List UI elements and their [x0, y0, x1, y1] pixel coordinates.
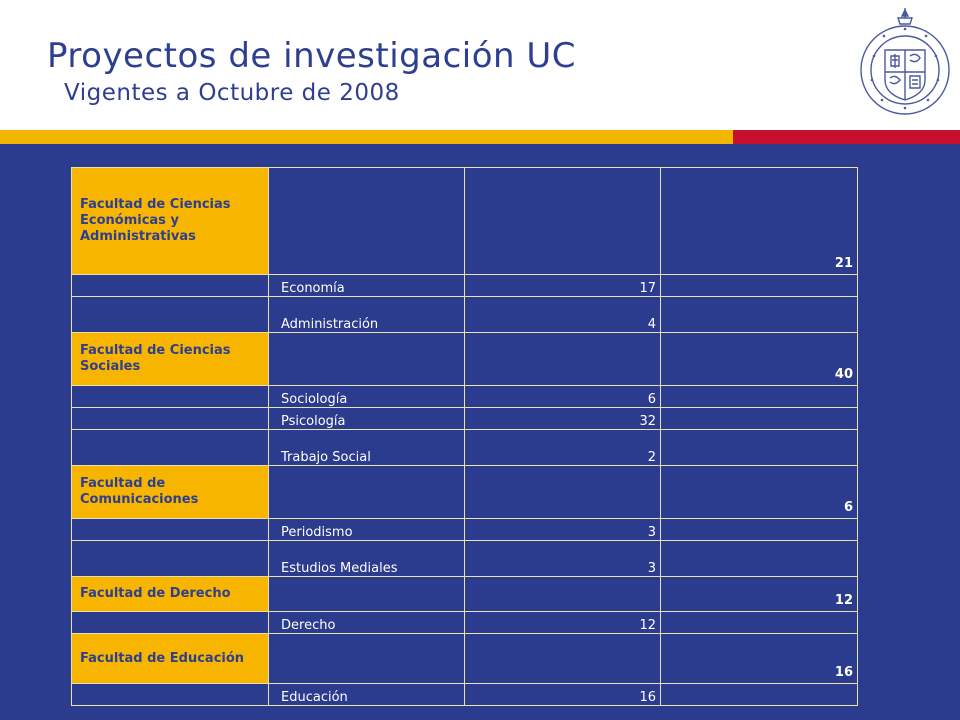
total-cell: [661, 519, 858, 541]
count-cell: 4: [465, 297, 661, 333]
faculty-name-cell: [72, 519, 269, 541]
total-cell: 40: [661, 333, 858, 386]
faculty-name-cell: Facultad de Ciencias Económicas y Administrativas: [72, 168, 269, 275]
department-cell: Sociología: [269, 386, 465, 408]
gold-accent-stripe: [0, 130, 733, 144]
department-cell: Periodismo: [269, 519, 465, 541]
department-cell: [269, 333, 465, 386]
faculty-name-cell: [72, 297, 269, 333]
total-cell: 12: [661, 577, 858, 612]
faculty-name-cell: [72, 684, 269, 706]
table-row-department: [72, 408, 858, 430]
department-cell: Economía: [269, 275, 465, 297]
department-cell: Derecho: [269, 612, 465, 634]
count-cell: 3: [465, 541, 661, 577]
count-cell: [465, 168, 661, 275]
total-cell: [661, 275, 858, 297]
table-row-department: [72, 684, 858, 706]
department-cell: [269, 168, 465, 275]
department-cell: Psicología: [269, 408, 465, 430]
faculty-name-cell: Facultad de Derecho: [72, 577, 269, 612]
department-cell: [269, 577, 465, 612]
total-cell: [661, 408, 858, 430]
total-cell: [661, 684, 858, 706]
university-seal-logo: [858, 8, 952, 122]
table-row-department: [72, 297, 858, 333]
header-band: [0, 0, 960, 130]
count-cell: [465, 577, 661, 612]
table-row-faculty: [72, 577, 858, 612]
faculty-name-cell: Facultad de Ciencias Sociales: [72, 333, 269, 386]
total-cell: 21: [661, 168, 858, 275]
total-cell: [661, 430, 858, 466]
table-row-department: [72, 612, 858, 634]
table-row-faculty: [72, 168, 858, 275]
table-row-faculty: [72, 333, 858, 386]
faculty-name-cell: [72, 541, 269, 577]
count-cell: 12: [465, 612, 661, 634]
faculty-name-cell: [72, 275, 269, 297]
page-title: Proyectos de investigación UC: [47, 36, 576, 76]
faculty-name-cell: Facultad de Comunicaciones: [72, 466, 269, 519]
count-cell: 16: [465, 684, 661, 706]
table-row-faculty: [72, 466, 858, 519]
count-cell: [465, 466, 661, 519]
count-cell: [465, 333, 661, 386]
total-cell: 16: [661, 634, 858, 684]
table-row-department: [72, 541, 858, 577]
faculty-name-cell: [72, 612, 269, 634]
faculty-name-cell: Facultad de Educación: [72, 634, 269, 684]
research-projects-table: [71, 167, 858, 706]
table-row-department: [72, 386, 858, 408]
department-cell: [269, 466, 465, 519]
faculty-name-cell: [72, 386, 269, 408]
total-cell: [661, 386, 858, 408]
count-cell: [465, 634, 661, 684]
red-accent-stripe: [733, 130, 960, 144]
department-cell: Administración: [269, 297, 465, 333]
faculty-name-cell: [72, 430, 269, 466]
count-cell: 3: [465, 519, 661, 541]
table-row-department: [72, 519, 858, 541]
count-cell: 32: [465, 408, 661, 430]
department-cell: Trabajo Social: [269, 430, 465, 466]
total-cell: [661, 297, 858, 333]
count-cell: 6: [465, 386, 661, 408]
table-row-faculty: [72, 634, 858, 684]
total-cell: [661, 541, 858, 577]
department-cell: [269, 634, 465, 684]
count-cell: 17: [465, 275, 661, 297]
page-subtitle: Vigentes a Octubre de 2008: [64, 80, 400, 106]
table-row-department: [72, 430, 858, 466]
total-cell: 6: [661, 466, 858, 519]
count-cell: 2: [465, 430, 661, 466]
table-row-department: [72, 275, 858, 297]
department-cell: Educación: [269, 684, 465, 706]
total-cell: [661, 612, 858, 634]
department-cell: Estudios Mediales: [269, 541, 465, 577]
faculty-name-cell: [72, 408, 269, 430]
